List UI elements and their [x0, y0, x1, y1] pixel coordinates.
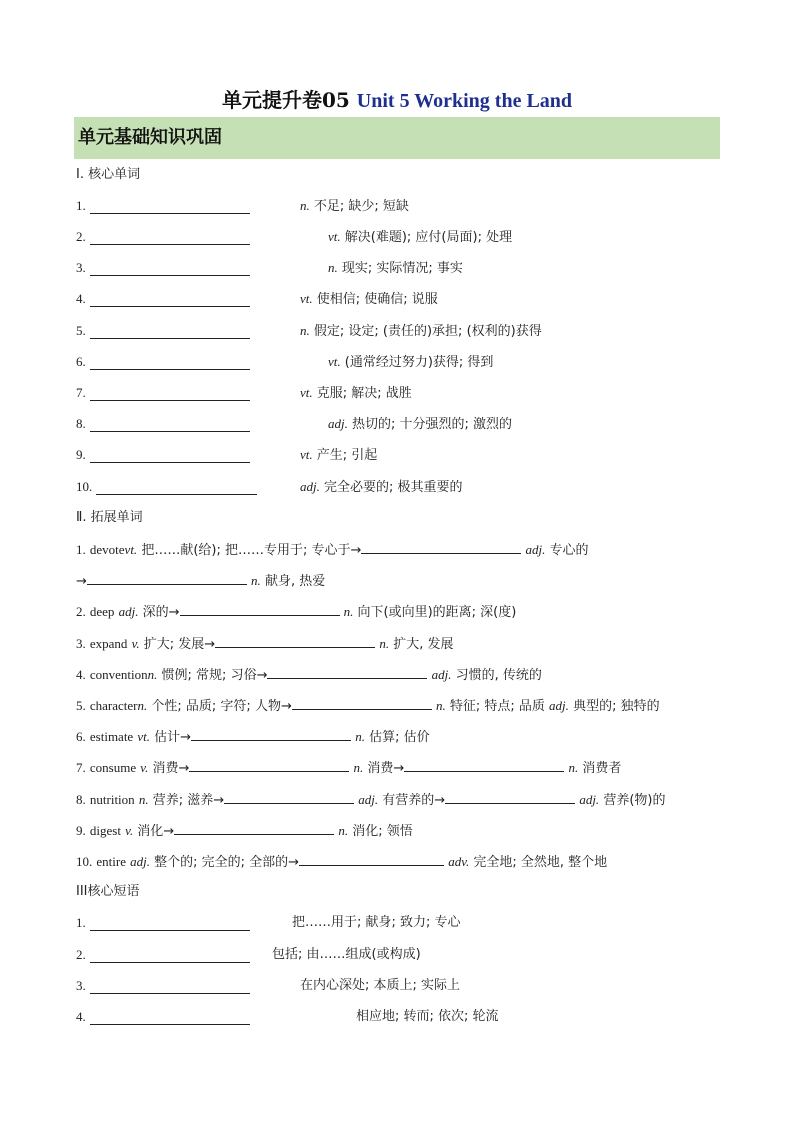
answer-blank[interactable] — [361, 539, 521, 554]
part2-item: 8. nutrition n. 营养; 滋养→ adj. 有营养的→ adj. 营养(物)的 — [76, 789, 665, 809]
part3-item: 3. 在内心深处; 本质上; 实际上 — [76, 978, 461, 993]
part2-heading: Ⅱ. 拓展单词 — [76, 510, 143, 525]
answer-blank[interactable] — [189, 757, 349, 772]
part1-item: 4. vt. 使相信; 使确信; 说服 — [76, 291, 438, 307]
part1-item: 10. adj. 完全必要的; 极其重要的 — [76, 479, 463, 495]
answer-blank[interactable] — [96, 480, 257, 495]
part3-item: 2. 包括; 由……组成(或构成) — [76, 947, 421, 962]
part2-item: 3. expand v. 扩大; 发展→ n. 扩大, 发展 — [76, 633, 453, 653]
part2-item: → n. 献身, 热爱 — [76, 570, 325, 590]
answer-blank[interactable] — [90, 417, 250, 432]
part1-item: 2. vt. 解决(难题); 应付(局面); 处理 — [76, 229, 513, 245]
answer-blank[interactable] — [90, 386, 250, 401]
part3-heading: III核心短语 — [76, 884, 140, 899]
part1-item: 8. adj. 热切的; 十分强烈的; 激烈的 — [76, 416, 513, 432]
answer-blank[interactable] — [90, 355, 250, 370]
answer-blank[interactable] — [215, 633, 375, 648]
part1-item: 9. vt. 产生; 引起 — [76, 447, 378, 463]
answer-blank[interactable] — [90, 324, 250, 339]
section-header: 单元基础知识巩固 — [74, 117, 720, 159]
answer-blank[interactable] — [90, 261, 250, 276]
page-title — [0, 84, 794, 113]
answer-blank[interactable] — [87, 570, 247, 585]
part1-item: 6. vt. (通常经过努力)获得; 得到 — [76, 354, 494, 370]
answer-blank[interactable] — [404, 757, 564, 772]
part1-item: 5. n. 假定; 设定; (责任的)承担; (权利的)获得 — [76, 323, 542, 339]
part2-item: 4. conventionn. 惯例; 常规; 习俗→ adj. 习惯的, 传统的 — [76, 664, 542, 684]
answer-blank[interactable] — [445, 789, 575, 804]
part2-item: 7. consume v. 消费→ n. 消费→ n. 消费者 — [76, 757, 621, 777]
part2-item: 9. digest v. 消化→ n. 消化; 领悟 — [76, 820, 413, 840]
answer-blank[interactable] — [90, 1010, 250, 1025]
part2-item: 6. estimate vt. 估计→ n. 估算; 估价 — [76, 726, 430, 746]
answer-blank[interactable] — [90, 230, 250, 245]
answer-blank[interactable] — [174, 820, 334, 835]
part3-item: 1. 把……用于; 献身; 致力; 专心 — [76, 915, 461, 930]
part3-item: 4. 相应地; 转而; 依次; 轮流 — [76, 1009, 499, 1024]
part1-item: 1. n. 不足; 缺少; 短缺 — [76, 198, 409, 214]
part2-item: 5. charactern. 个性; 品质; 字符; 人物→ n. 特征; 特点; 品质 adj. 典型的; 独特的 — [76, 695, 660, 715]
answer-blank[interactable] — [292, 695, 432, 710]
answer-blank[interactable] — [90, 292, 250, 307]
answer-blank[interactable] — [90, 948, 250, 963]
title-cn: 单元提升卷 — [221, 88, 322, 112]
part2-item: 1. devotevt. 把……献(给); 把……专用于; 专心于→ adj. 专心的 — [76, 539, 589, 559]
answer-blank[interactable] — [299, 851, 444, 866]
answer-blank[interactable] — [90, 448, 250, 463]
answer-blank[interactable] — [267, 664, 427, 679]
answer-blank[interactable] — [224, 789, 354, 804]
part1-item: 7. vt. 克服; 解决; 战胜 — [76, 385, 412, 401]
answer-blank[interactable] — [90, 916, 250, 931]
answer-blank[interactable] — [90, 979, 250, 994]
title-num: 05 — [321, 88, 350, 112]
answer-blank[interactable] — [191, 726, 351, 741]
part1-item: 3. n. 现实; 实际情况; 事实 — [76, 260, 463, 276]
answer-blank[interactable] — [180, 601, 340, 616]
answer-blank[interactable] — [90, 199, 250, 214]
title-en: Unit 5 Working the Land — [356, 90, 573, 112]
part2-item: 10. entire adj. 整个的; 完全的; 全部的→ adv. 完全地; 全然地, 整个地 — [76, 851, 607, 871]
part2-item: 2. deep adj. 深的→ n. 向下(或向里)的距离; 深(度) — [76, 601, 516, 621]
part1-heading: Ⅰ. 核心单词 — [76, 167, 141, 182]
